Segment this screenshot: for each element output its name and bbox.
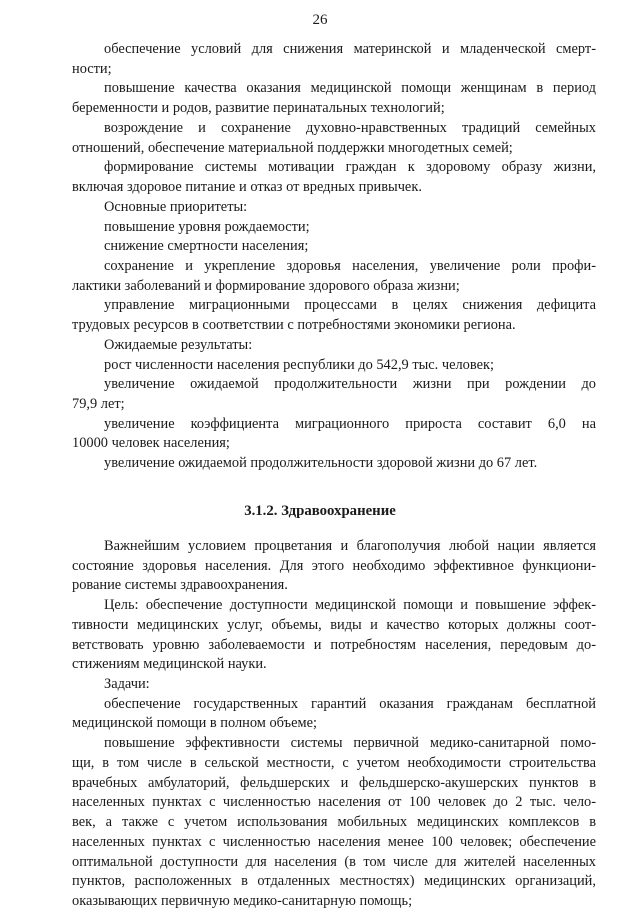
text-line: обеспечение государственных гарантий оказания гражданам бесплатной — [104, 696, 596, 712]
text-line: сохранение и укрепление здоровья населения, увеличение роли профи- — [104, 258, 596, 274]
text-line: Основные приоритеты: — [104, 199, 248, 215]
text-line: обеспечение условий для снижения материнской и младенческой смерт- — [104, 41, 596, 57]
text-line: Цель: обеспечение доступности медицинской помощи и повышение эффек- — [104, 597, 596, 613]
text-line: населенных пунктах с численностью населения от 100 человек до 2 тыс. чело- — [72, 794, 596, 810]
text-line: тивности медицинских услуг, объемы, виды и качество которых должны соот- — [72, 617, 596, 633]
text-line: отношений, обеспечение материальной поддержки многодетных семей; — [72, 140, 513, 156]
text-line: увеличение ожидаемой продолжительности здоровой жизни до 67 лет. — [104, 455, 538, 471]
text-line: 79,9 лет; — [72, 396, 125, 412]
text-line: лактики заболеваний и формирование здорового образа жизни; — [72, 278, 460, 294]
text-line: возрождение и сохранение духовно-нравственных традиций семейных — [104, 120, 596, 136]
text-line: врачебных амбулаторий, фельдшерских и фельдшерско-акушерских пунктов в — [72, 775, 596, 791]
text-line: ветствовать уровню заболеваемости и потребностям населения, передовым до- — [72, 637, 596, 653]
text-line: Задачи: — [104, 676, 150, 692]
text-line: включая здоровое питание и отказ от вредных привычек. — [72, 179, 422, 195]
text-line: оказывающих первичную медико-санитарную помощь; — [72, 893, 413, 909]
text-line: 10000 человек населения; — [72, 435, 230, 451]
text-line: рост численности населения республики до 542,9 тыс. человек; — [104, 357, 494, 373]
text-line: Ожидаемые результаты: — [104, 337, 253, 353]
text-line: формирование системы мотивации граждан к здоровому образу жизни, — [104, 159, 596, 175]
text-line: состояние здоровья населения. Для этого необходимо эффективное функциони- — [72, 558, 596, 574]
text-line: век, а также с учетом использования мобильных медицинских комплексов в — [72, 814, 596, 830]
text-line: повышение уровня рождаемости; — [104, 219, 310, 235]
page-number: 26 — [312, 12, 328, 28]
text-line: пунктов, расположенных в отдаленных местностях) медицинских организаций, — [72, 873, 596, 889]
text-line: населенных пунктах с численностью населения менее 100 человек; обеспечение — [72, 834, 596, 850]
text-line: медицинской помощи в полном объеме; — [72, 715, 317, 731]
section-heading: 3.1.2. Здравоохранение — [244, 503, 396, 519]
text-line: увеличение ожидаемой продолжительности жизни при рождении до — [104, 376, 596, 392]
text-line: управление миграционными процессами в целях снижения дефицита — [104, 297, 596, 313]
text-line: ности; — [72, 61, 112, 77]
text-line: трудовых ресурсов в соответствии с потребностями экономики региона. — [72, 317, 516, 333]
text-line: увеличение коэффициента миграционного прироста составит 6,0 на — [104, 416, 596, 432]
text-line: рование системы здравоохранения. — [72, 577, 288, 593]
text-line: щи, в том числе в сельской местности, с учетом необходимости строительства — [72, 755, 596, 771]
text-line: стижениям медицинской науки. — [72, 656, 267, 672]
text-line: Важнейшим условием процветания и благополучия любой нации является — [104, 538, 596, 554]
text-line: снижение смертности населения; — [104, 238, 309, 254]
text-line: оптимальной доступности для населения (в том числе для жителей населенных — [72, 854, 596, 870]
text-line: повышение качества оказания медицинской помощи женщинам в период — [104, 80, 596, 96]
text-line: беременности и родов, развитие перинатальных технологий; — [72, 100, 445, 116]
text-line: повышение эффективности системы первичной медико-санитарной помо- — [104, 735, 596, 751]
